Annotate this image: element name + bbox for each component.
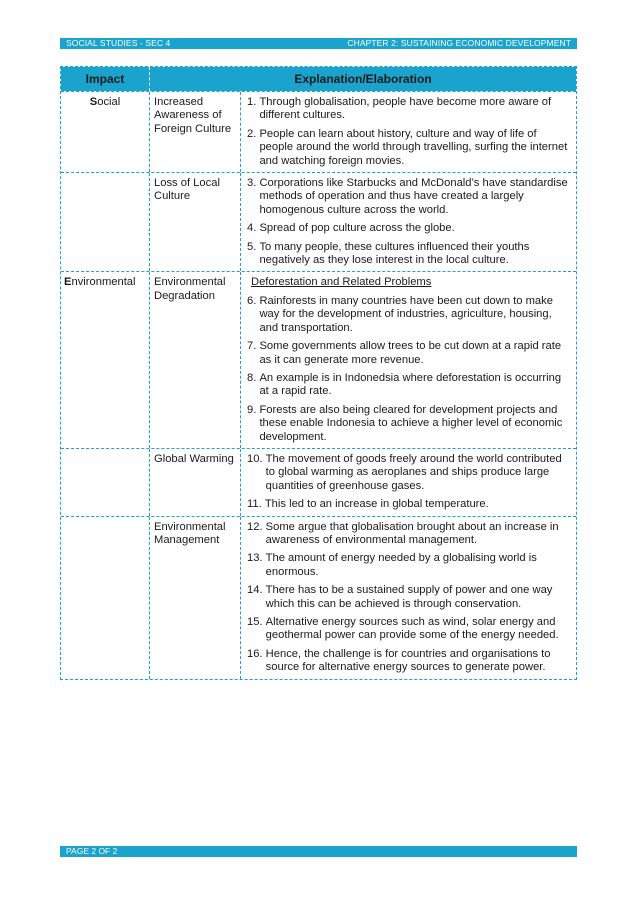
column-header-impact: Impact xyxy=(61,67,150,91)
table-row xyxy=(61,448,576,516)
impact-cell xyxy=(61,449,150,516)
list-item xyxy=(247,552,570,579)
list-item-text: This led to an increase in global temperature. xyxy=(264,498,489,511)
list-item xyxy=(247,295,570,335)
impact-initial: S xyxy=(89,96,98,108)
impact-table xyxy=(60,66,577,680)
impact-cell xyxy=(61,173,150,271)
list-item-number: 10. xyxy=(247,452,266,465)
list-item-number: 8. xyxy=(247,371,260,384)
impact-cell xyxy=(61,517,150,679)
impact-label: ocial xyxy=(97,96,121,108)
list-item xyxy=(247,372,570,399)
list-item xyxy=(247,648,570,675)
table-row xyxy=(61,271,576,447)
list-item-number: 11. xyxy=(247,498,265,511)
list-item-number: 3. xyxy=(247,177,260,190)
list-item-number: 12. xyxy=(247,520,266,533)
impact-label: nvironmental xyxy=(71,276,136,289)
header-subject: SOCIAL STUDIES - SEC 4 xyxy=(66,38,171,48)
explanation-cell xyxy=(241,449,576,516)
header-chapter: CHAPTER 2: SUSTAINING ECONOMIC DEVELOPMENT xyxy=(347,38,571,48)
sub-impact-cell: Environmental Degradation xyxy=(150,272,241,447)
column-header-explanation: Explanation/Elaboration xyxy=(294,72,432,86)
table-row xyxy=(61,91,576,172)
list-item xyxy=(247,241,570,268)
sub-impact-cell: Environmental Management xyxy=(150,517,241,679)
list-item-text: Corporations like Starbucks and McDonald’s have standardise methods of operation and thus have created a largely homogenous culture across the world. xyxy=(259,177,568,216)
impact-cell xyxy=(61,272,150,447)
list-item-text: Forests are also being cleared for development projects and these enable Indonesia to achieve a higher level of economic development. xyxy=(259,403,563,443)
list-item-number: 13. xyxy=(247,552,266,565)
list-item-text: Some argue that globalisation brought about an increase in awareness of environmental management. xyxy=(265,520,559,546)
list-item-text: Hence, the challenge is for countries and organisations to source for alternative energy sources to generate power. xyxy=(265,647,551,674)
list-item-number: 2. xyxy=(247,127,260,140)
list-item xyxy=(247,340,570,367)
list-item-text: Some governments allow trees to be cut down at a rapid rate as it can generate more revenue. xyxy=(259,340,562,366)
list-item-text: Through globalisation, people have become more aware of different cultures. xyxy=(259,96,552,122)
list-item-number: 5. xyxy=(247,240,260,253)
explanation-cell xyxy=(241,173,576,271)
table-body xyxy=(61,91,576,679)
list-item-number: 9. xyxy=(247,403,260,416)
impact-cell xyxy=(61,92,150,172)
table-header xyxy=(61,67,576,91)
list-item xyxy=(247,498,570,511)
list-item xyxy=(247,222,570,235)
explanation-cell xyxy=(241,272,576,447)
list-item xyxy=(247,96,570,123)
list-item-text: There has to be a sustained supply of power and one way which this can be achieved is through conservation. xyxy=(265,584,553,610)
sub-impact-cell: Increased Awareness of Foreign Culture xyxy=(150,92,241,172)
header-bar xyxy=(60,38,577,49)
list-item-number: 4. xyxy=(247,222,260,235)
table-row xyxy=(61,172,576,271)
list-item-text: The amount of energy needed by a globalising world is enormous. xyxy=(265,552,537,578)
list-item xyxy=(247,521,570,548)
list-item-text: Rainforests in many countries have been cut down to make way for the development of industries, agriculture, housing, and transportation. xyxy=(259,294,553,334)
list-item xyxy=(247,453,570,493)
list-item xyxy=(247,128,570,168)
sub-impact-cell: Global Warming xyxy=(150,449,241,516)
explanation-cell xyxy=(241,92,576,172)
list-item-number: 16. xyxy=(247,647,266,660)
page-number: PAGE 2 OF 2 xyxy=(66,846,118,856)
list-item-text: To many people, these cultures influenced their youths negatively as they lose interest in the local culture. xyxy=(259,240,530,267)
list-item-text: An example is in Indonedsia where deforestation is occurring at a rapid rate. xyxy=(259,371,562,398)
list-item-number: 1. xyxy=(247,96,260,108)
list-item-text: The movement of goods freely around the world contributed to global warming as aeroplanes and ships produce large quantities of greenhouse gases. xyxy=(265,452,562,492)
impact-initial: E xyxy=(64,276,72,289)
explanation-cell xyxy=(241,517,576,679)
list-item xyxy=(247,616,570,643)
list-item xyxy=(247,177,570,217)
list-item-number: 15. xyxy=(247,616,266,628)
list-item-number: 6. xyxy=(247,294,260,307)
table-row xyxy=(61,516,576,679)
sub-impact-cell: Loss of Local Culture xyxy=(150,173,241,271)
list-item-text: People can learn about history, culture and way of life of people around the world through travelling, surfing the internet and watching foreign movies. xyxy=(259,127,568,167)
list-item-number: 14. xyxy=(247,584,266,597)
list-item-number: 7. xyxy=(247,340,260,353)
list-item xyxy=(247,584,570,611)
list-item xyxy=(247,404,570,444)
footer-bar xyxy=(60,846,577,857)
list-item-text: Spread of pop culture across the globe. xyxy=(259,222,455,235)
section-subheading: Deforestation and Related Problems xyxy=(251,276,432,289)
list-item-text: Alternative energy sources such as wind, solar energy and geothermal power can provide some of the energy needed. xyxy=(265,616,559,642)
